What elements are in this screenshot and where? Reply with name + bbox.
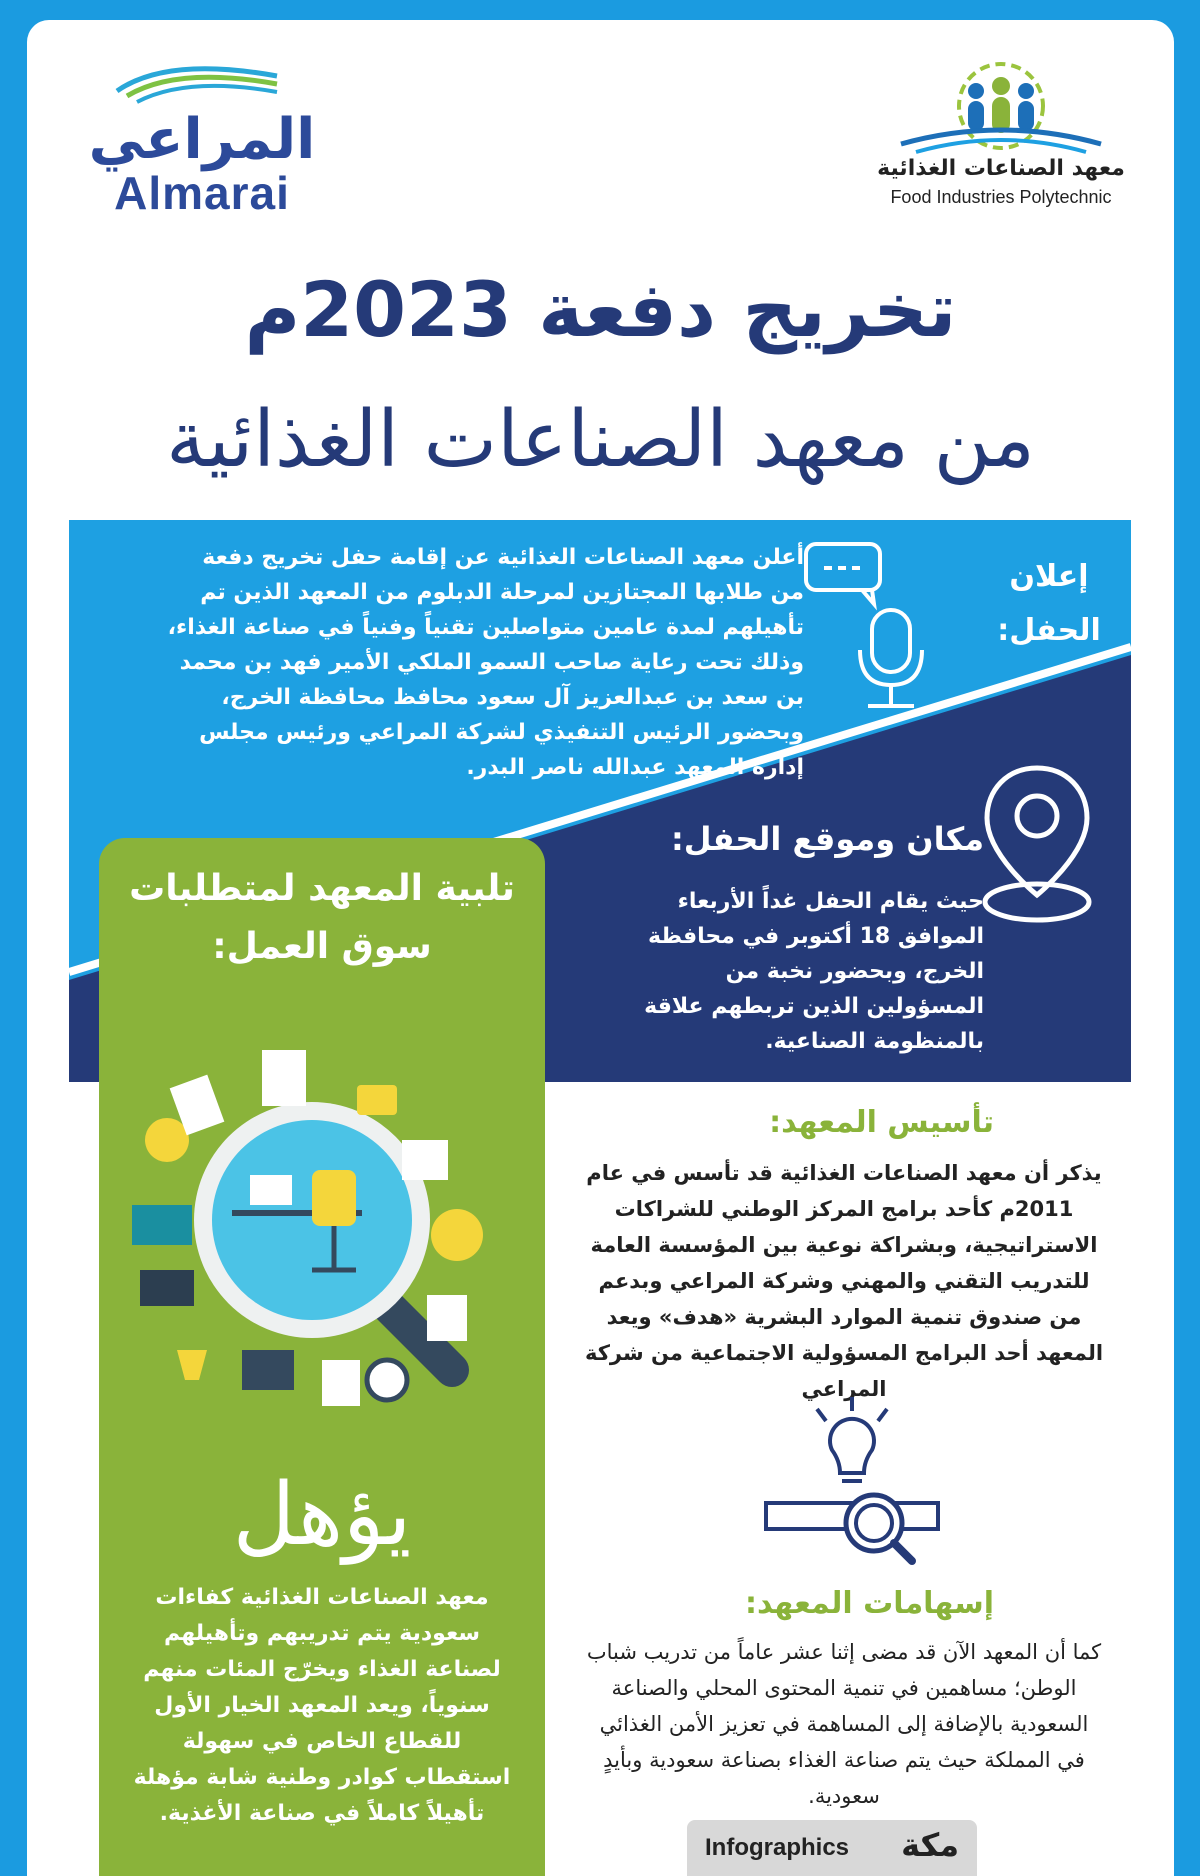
announcement-label: إعلان الحفل:: [997, 559, 1101, 648]
market-text: معهد الصناعات الغذائية كفاءات سعودية يتم تدريبهم وتأهيلهم لصناعة الغذاء ويخرّج المئات منهم سنوياً، ويعد المعهد الخيار الأول للقطاع الخاص في سهولة استقطاب كوادر وطنية شابة مؤهلة تأهيلاً كاملاً في صناعة الأغذية.: [133, 1585, 511, 1826]
venue-text: حيث يقام الحفل غداً الأربعاء الموافق 18 أكتوبر في محافظة الخرج، وبحضور نخبة من المسؤولين الذين تربطهم علاقة بالمنظومة الصناعية.: [644, 889, 984, 1054]
source-badge: [687, 1820, 977, 1876]
institute-name-arabic: معهد الصناعات الغذائية: [877, 156, 1125, 181]
page-title: تخريج دفعة 2023م: [244, 265, 957, 354]
page-subtitle: من معهد الصناعات الغذائية: [166, 395, 1035, 485]
institute-logo: [856, 40, 1146, 240]
market-label: تلبية المعهد لمتطلبات سوق العمل:: [129, 868, 515, 967]
founding-label: تأسيس المعهد:: [769, 1105, 994, 1140]
makkah-brand: مكة: [901, 1826, 959, 1864]
contributions-label: إسهامات المعهد:: [744, 1586, 994, 1621]
market-big-word: يؤهل: [232, 1465, 412, 1565]
infographics-label: Infographics: [705, 1834, 850, 1861]
institute-name-english: Food Industries Polytechnic: [890, 187, 1112, 207]
almarai-logo: [77, 40, 327, 240]
almarai-english: Almarai: [114, 167, 290, 219]
magnifier-office-icon: [122, 1020, 522, 1420]
almarai-arabic: المراعي: [88, 107, 316, 172]
venue-label: مكان وموقع الحفل:: [670, 820, 984, 858]
microphone-icon: [802, 540, 932, 710]
announcement-text: أعلن معهد الصناعات الغذائية عن إقامة حفل تخريج دفعة من طلابها المجتازين لمرحلة الدبلوم من المعهد الذين تم تأهيلهم لمدة عامين متواصلين تقنياً وفنياً في صناعة الغذاء، وذلك تحت رعاية صاحب السمو الملكي الأمير فهد بن محمد بن سعد بن عبدالعزيز آل سعود محافظ محافظة الخرج، وبحضور الرئيس التنفيذي لشركة المراعي ورئيس مجلس إدارة المعهد عبدالله ناصر البدر.: [167, 545, 804, 780]
founding-text: يذكر أن معهد الصناعات الغذائية قد تأسس في عام 2011م كأحد برامج المركز الوطني للشراكات الاستراتيجية، وبشراكة نوعية بين المؤسسة العامة للتدريب التقني والمهني وشركة المراعي وبدعم من صندوق تنمية الموارد البشرية «هدف» ويعد المعهد أحد البرامج المسؤولية الاجتماعية من شركة المراعي: [584, 1161, 1104, 1401]
location-pin-icon: [977, 760, 1097, 930]
institute-gear-people-icon: [896, 56, 1106, 156]
lightbulb-search-icon: [762, 1395, 942, 1570]
almarai-wave-icon: [107, 56, 287, 106]
infographic-card: [27, 20, 1174, 1876]
contributions-text: كما أن المعهد الآن قد مضى إثنا عشر عاماً من تدريب شباب الوطن؛ مساهمين في تنمية المحتوى المحلي والصناعة السعودية بالإضافة إلى المساهمة في تعزيز الأمن الغذائي في المملكة حيث يتم صناعة الغذاء بصناعة سعودية وبأيدٍ سعودية.: [586, 1640, 1102, 1808]
